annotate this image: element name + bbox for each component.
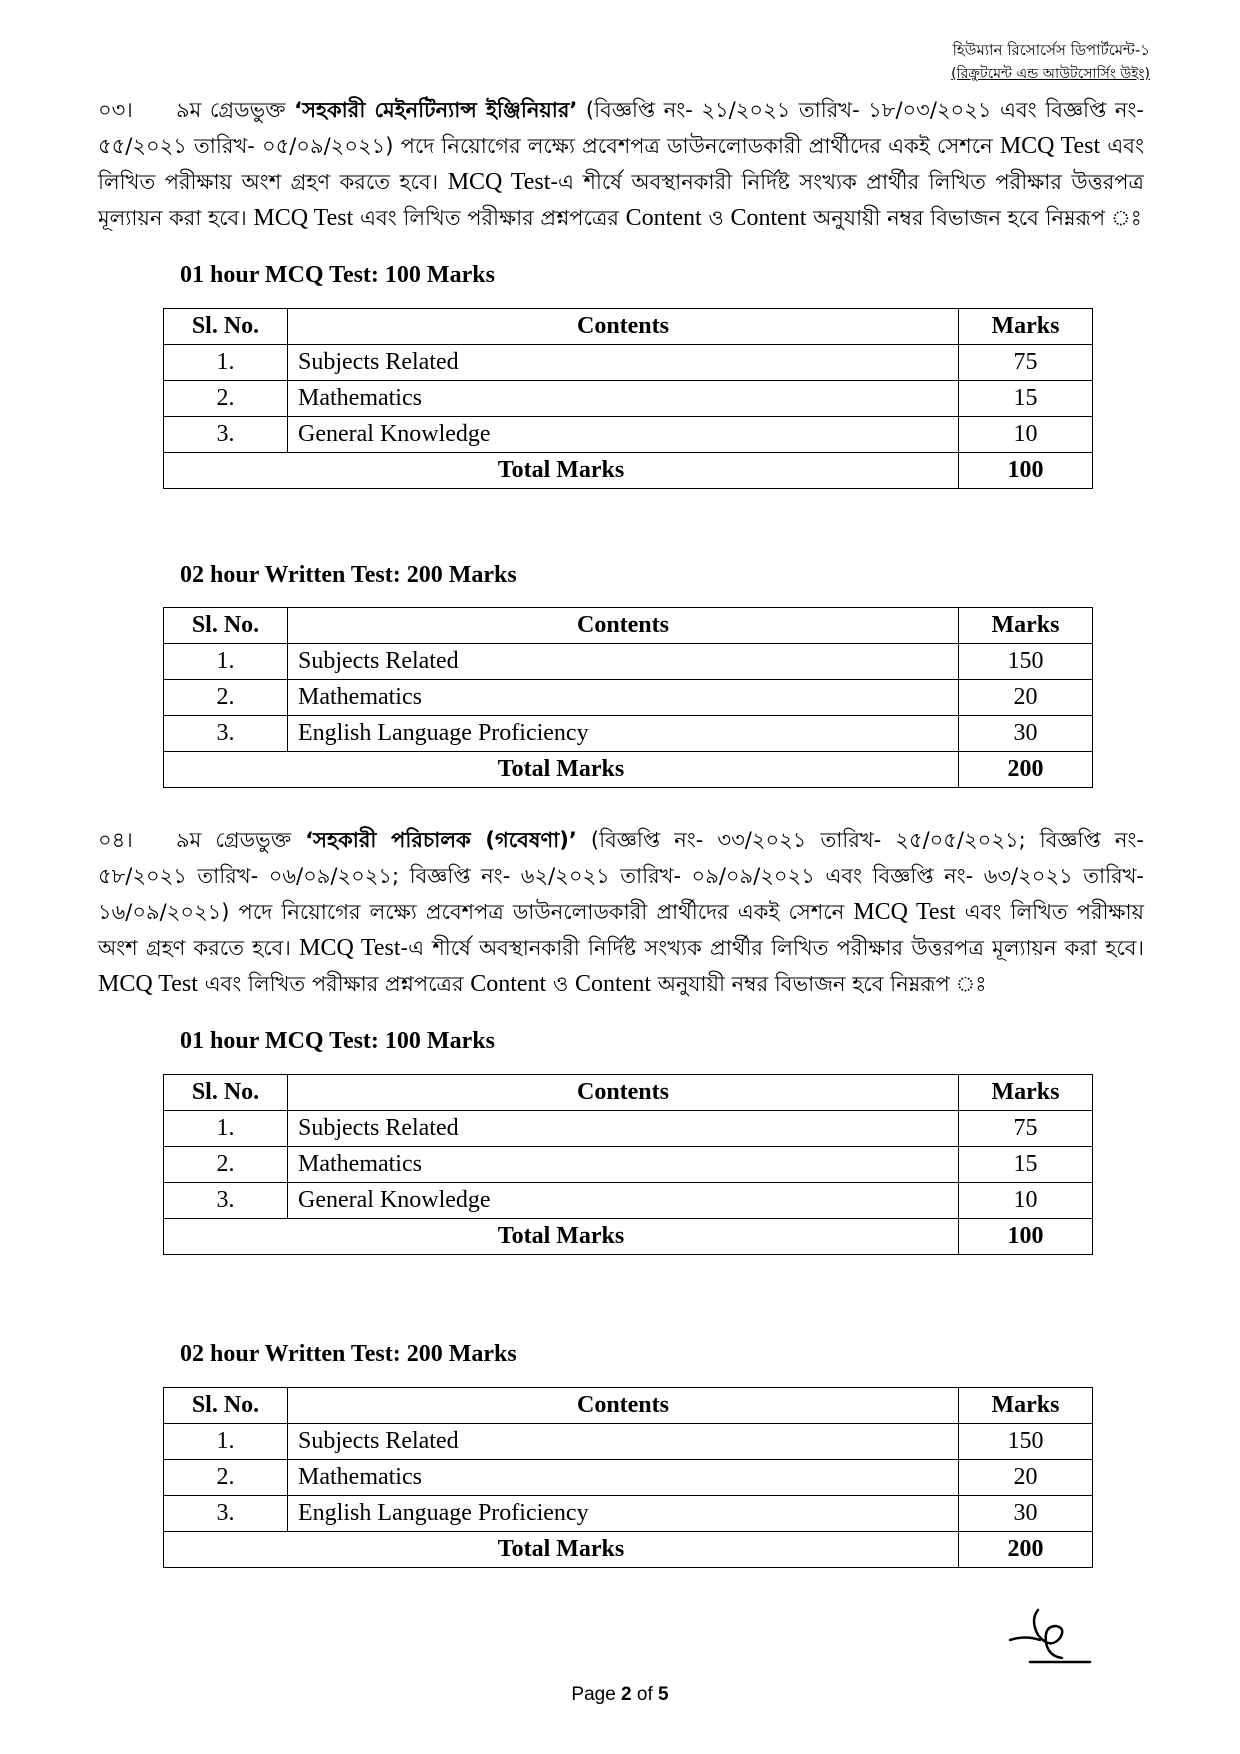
post-title: ‘সহকারী মেইনটিন্যান্স ইঞ্জিনিয়ার’ (294, 98, 578, 122)
content-term: Content (575, 971, 652, 997)
grade-text: ৯ম গ্রেডভুক্ত (176, 98, 286, 122)
table-row (164, 345, 1093, 381)
signature (1000, 1590, 1100, 1670)
total-row (164, 752, 1093, 788)
mcq-term: MCQ Test (447, 169, 551, 195)
cell-sl: 3. (164, 1183, 288, 1219)
total-row (164, 453, 1093, 489)
para-text: এবং লিখিত পরীক্ষায় অংশ গ্রহণ করতে হবে। (98, 900, 1145, 960)
col-contents: Contents (288, 1075, 959, 1111)
cell-marks: 20 (959, 1460, 1093, 1496)
para-text: ও (701, 206, 731, 230)
table-header-row (164, 1075, 1093, 1111)
total-value: 200 (959, 752, 1093, 788)
cell-sl: 1. (164, 1424, 288, 1460)
current-page: 2 (621, 1684, 632, 1705)
col-marks: Marks (959, 608, 1093, 644)
para-text: এবং লিখিত পরীক্ষার প্রশ্নপত্রের (353, 206, 626, 230)
para-text: -এ শীর্ষে অবস্থানকারী নির্দিষ্ট সংখ্যক প্রার্থীর লিখিত পরীক্ষার উত্তরপত্র মূল্যায়ন করা হবে। (400, 936, 1144, 960)
table-title: 02 hour Written Test: 200 Marks (180, 1341, 517, 1367)
total-label: Total Marks (164, 453, 959, 489)
cell-sl: 1. (164, 644, 288, 680)
cell-marks: 30 (959, 716, 1093, 752)
col-contents: Contents (288, 309, 959, 345)
table-header-row (164, 1388, 1093, 1424)
cell-sl: 3. (164, 1496, 288, 1532)
page-prefix: Page (571, 1684, 622, 1705)
cell-sl: 2. (164, 1147, 288, 1183)
total-value: 200 (959, 1532, 1093, 1568)
cell-content: Subjects Related (288, 345, 959, 381)
table-header-row (164, 309, 1093, 345)
cell-marks: 150 (959, 644, 1093, 680)
section-03-paragraph (98, 92, 1144, 236)
para-text: (বিজ্ঞপ্তি নং- ৩৩/২০২১ তারিখ- ২৫/০৫/২০২১; বিজ্ঞপ্তি নং- ৫৮/২০২১ তারিখ- ০৬/০৯/২০২১; বিজ্ঞপ্তি নং- ৬২/২০২১ তারিখ- ০৯/০৯/২০২১ এবং বিজ্ঞপ্তি নং- ৬৩/২০২১ তারিখ- ১৬/০৯/২০২১) পদে নিয়োগের লক্ষ্যে প্রবেশপত্র ডাউনলোডকারী প্রার্থীদের একই সেশনে (98, 828, 1145, 924)
table-title: 01 hour MCQ Test: 100 Marks (180, 262, 495, 288)
table-row (164, 716, 1093, 752)
cell-sl: 3. (164, 417, 288, 453)
table-row (164, 1424, 1093, 1460)
department-name: হিউম্যান রিসোর্সেস ডিপার্টমেন্ট-১ (952, 41, 1150, 59)
grade-text: ৯ম গ্রেডভুক্ত (176, 828, 292, 852)
page-of: of (631, 1684, 659, 1705)
table-row (164, 680, 1093, 716)
cell-marks: 20 (959, 680, 1093, 716)
marks-table (163, 308, 1093, 489)
total-row (164, 1219, 1093, 1255)
cell-sl: 2. (164, 680, 288, 716)
mcq-term: MCQ Test (253, 205, 354, 231)
content-term: Content (470, 971, 547, 997)
content-term: Content (625, 205, 702, 231)
col-sl: Sl. No. (164, 1388, 288, 1424)
cell-marks: 30 (959, 1496, 1093, 1532)
mcq-term: MCQ Test (853, 899, 956, 925)
col-sl: Sl. No. (164, 608, 288, 644)
table-row (164, 1111, 1093, 1147)
cell-sl: 3. (164, 716, 288, 752)
para-text: ও (546, 972, 576, 996)
marks-table (163, 607, 1093, 788)
cell-content: General Knowledge (288, 417, 959, 453)
table-header-row (164, 608, 1093, 644)
cell-sl: 2. (164, 1460, 288, 1496)
cell-content: Subjects Related (288, 1424, 959, 1460)
total-label: Total Marks (164, 1219, 959, 1255)
page-number (0, 1684, 1240, 1706)
table-row (164, 1496, 1093, 1532)
cell-content: Mathematics (288, 680, 959, 716)
cell-marks: 15 (959, 381, 1093, 417)
col-marks: Marks (959, 1388, 1093, 1424)
total-value: 100 (959, 1219, 1093, 1255)
col-contents: Contents (288, 608, 959, 644)
cell-content: Mathematics (288, 1147, 959, 1183)
content-term: Content (730, 205, 807, 231)
cell-content: General Knowledge (288, 1183, 959, 1219)
mcq-term: MCQ Test (299, 935, 401, 961)
total-value: 100 (959, 453, 1093, 489)
para-text: অনুযায়ী নম্বর বিভাজন হবে নিম্নরূপ ঃ (651, 972, 987, 996)
marks-table (163, 1387, 1093, 1568)
cell-marks: 150 (959, 1424, 1093, 1460)
table-row (164, 1147, 1093, 1183)
cell-content: Subjects Related (288, 1111, 959, 1147)
cell-marks: 10 (959, 1183, 1093, 1219)
section-04-paragraph (98, 822, 1144, 1002)
table-row (164, 417, 1093, 453)
total-row (164, 1532, 1093, 1568)
mcq-term: MCQ Test (98, 971, 198, 997)
col-sl: Sl. No. (164, 309, 288, 345)
cell-marks: 75 (959, 1111, 1093, 1147)
cell-content: Mathematics (288, 1460, 959, 1496)
section-number: ০৩। (98, 98, 133, 122)
col-marks: Marks (959, 309, 1093, 345)
col-sl: Sl. No. (164, 1075, 288, 1111)
para-text: অনুযায়ী নম্বর বিভাজন হবে নিম্নরূপ ঃ (806, 206, 1142, 230)
cell-marks: 10 (959, 417, 1093, 453)
document-header (951, 38, 1150, 86)
col-marks: Marks (959, 1075, 1093, 1111)
cell-content: Subjects Related (288, 644, 959, 680)
cell-content: Mathematics (288, 381, 959, 417)
marks-table (163, 1074, 1093, 1255)
total-label: Total Marks (164, 752, 959, 788)
table-title: 01 hour MCQ Test: 100 Marks (180, 1028, 495, 1054)
cell-sl: 1. (164, 345, 288, 381)
table-row (164, 1183, 1093, 1219)
cell-marks: 15 (959, 1147, 1093, 1183)
table-row (164, 1460, 1093, 1496)
cell-content: English Language Proficiency (288, 716, 959, 752)
wing-name: (রিক্রুটমেন্ট এন্ড আউটসোর্সিং উইং) (951, 66, 1150, 82)
para-text: এবং লিখিত পরীক্ষায় অংশ গ্রহণ করতে হবে। (98, 134, 1144, 194)
total-pages: 5 (658, 1684, 669, 1705)
col-contents: Contents (288, 1388, 959, 1424)
para-text: এবং লিখিত পরীক্ষার প্রশ্নপত্রের (197, 972, 471, 996)
cell-sl: 1. (164, 1111, 288, 1147)
para-text: -এ শীর্ষে অবস্থানকারী নির্দিষ্ট সংখ্যক প্রার্থীর লিখিত পরীক্ষার উত্তরপত্র মূল্যায়ন করা হবে। (98, 170, 1144, 230)
post-title: ‘সহকারী পরিচালক (গবেষণা)’ (305, 828, 577, 852)
total-label: Total Marks (164, 1532, 959, 1568)
table-row (164, 644, 1093, 680)
section-number: ০৪। (98, 828, 133, 852)
mcq-term: MCQ Test (999, 133, 1101, 159)
cell-content: English Language Proficiency (288, 1496, 959, 1532)
table-title: 02 hour Written Test: 200 Marks (180, 562, 517, 588)
table-row (164, 381, 1093, 417)
cell-marks: 75 (959, 345, 1093, 381)
para-text: (বিজ্ঞপ্তি নং- ২১/২০২১ তারিখ- ১৮/০৩/২০২১ এবং বিজ্ঞপ্তি নং- ৫৫/২০২১ তারিখ- ০৫/০৯/২০২১) পদে নিয়োগের লক্ষ্যে প্রবেশপত্র ডাউনলোডকারী প্রার্থীদের একই সেশনে (98, 98, 1144, 158)
cell-sl: 2. (164, 381, 288, 417)
